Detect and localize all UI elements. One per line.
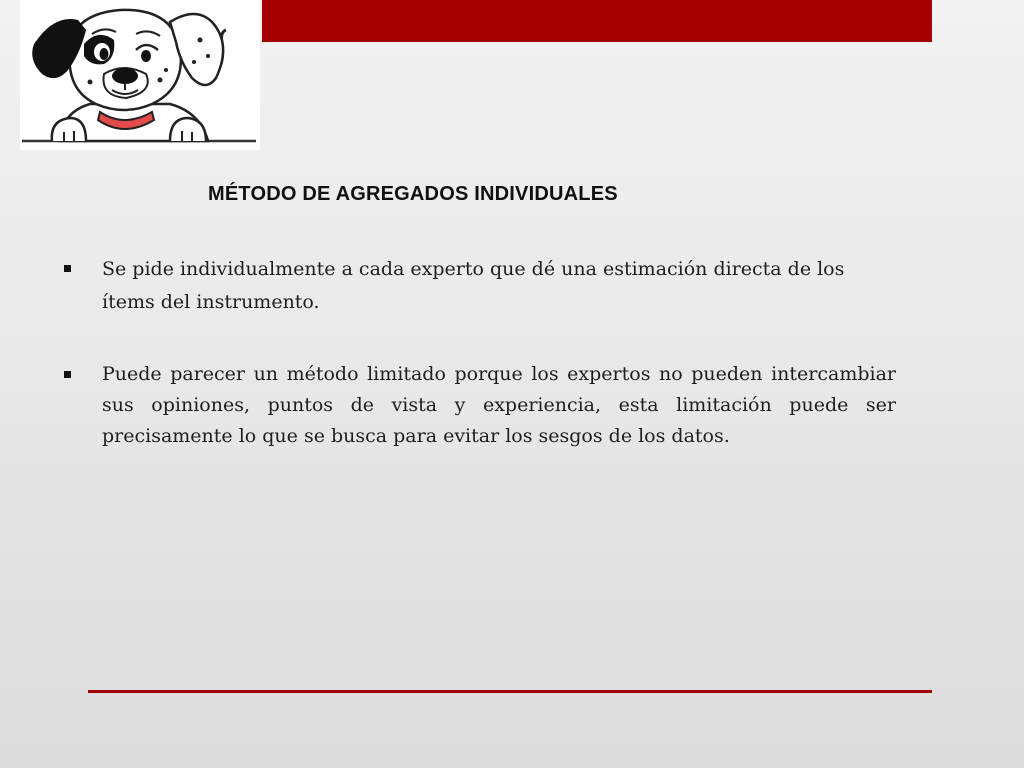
slide-title: MÉTODO DE AGREGADOS INDIVIDUALES (208, 183, 618, 205)
bullet-text: Puede parecer un método limitado porque los expertos no pueden intercambiar sus opiniones, puntos de vista y experiencia, esta limitación puede ser precisamente lo que se busca para evitar los sesgos de los datos. (102, 363, 896, 447)
square-bullet-icon (64, 265, 71, 272)
bullet-text: Se pide individualmente a cada experto que dé una estimación directa de los ítems del instrumento. (102, 258, 845, 313)
bullet-item (60, 253, 896, 319)
bullet-list (60, 253, 896, 452)
top-accent-bar (262, 0, 932, 42)
bottom-divider (88, 690, 932, 693)
square-bullet-icon (64, 371, 71, 378)
dalmatian-puppy-icon (20, 0, 260, 150)
bullet-item (60, 359, 896, 452)
logo (20, 0, 260, 150)
